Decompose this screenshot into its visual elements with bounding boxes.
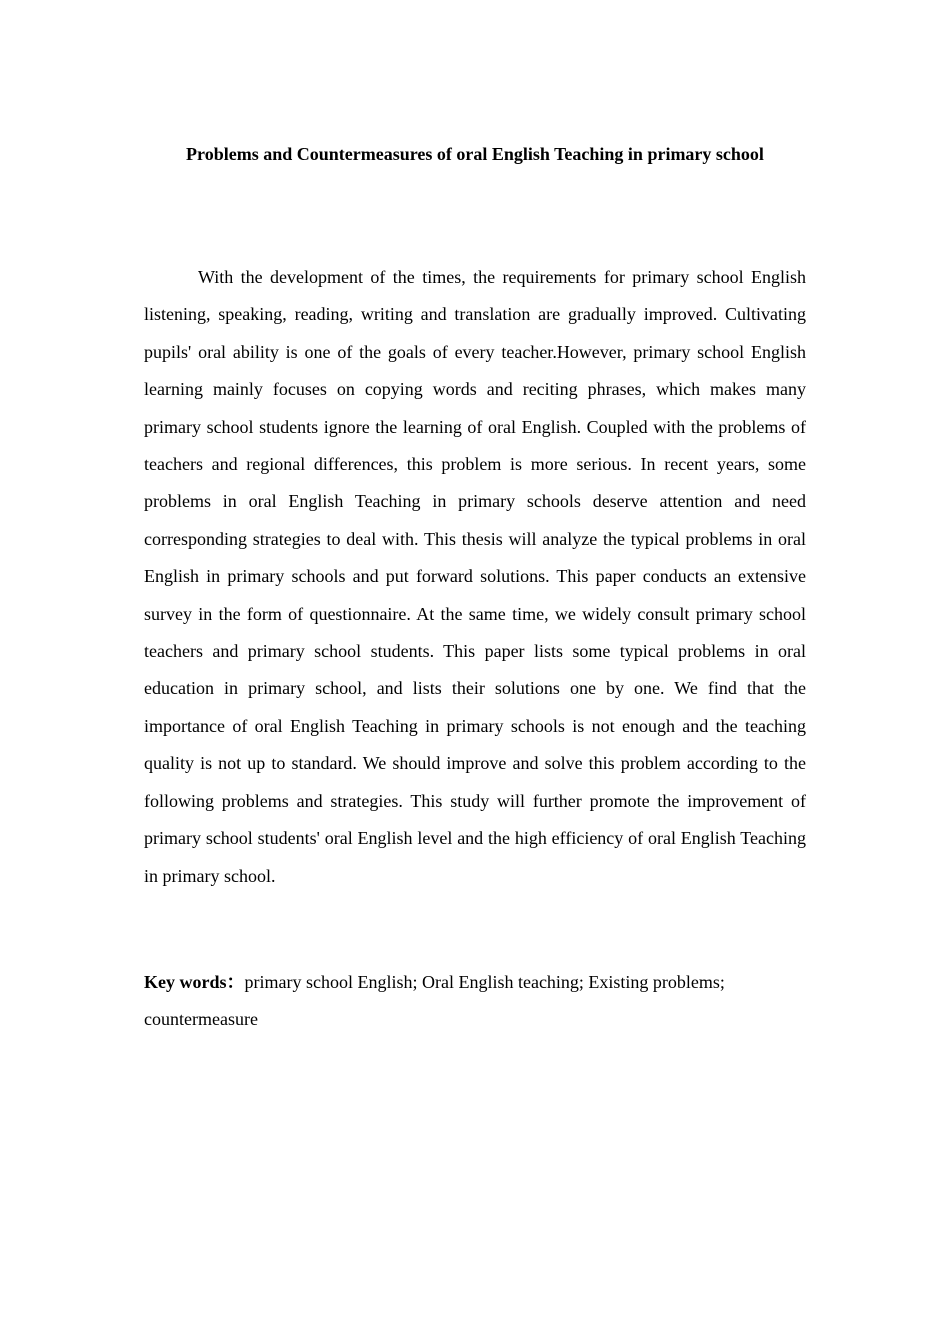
keywords-line xyxy=(144,964,806,1039)
document-title: Problems and Countermeasures of oral English Teaching in primary school xyxy=(186,144,764,164)
keywords-label: Key words： xyxy=(144,972,245,992)
abstract-paragraph: With the development of the times, the requirements for primary school English listening, speaking, reading, writing and translation are gradually improved. Cultivating pupils' oral ability is one of the goals of every teacher.However, primary school English learning mainly focuses on copying words and reciting phrases, which makes many primary school students ignore the learning of oral English. Coupled with the problems of teachers and regional differences, this problem is more serious. In recent years, some problems in oral English Teaching in primary schools deserve attention and need corresponding strategies to deal with. This thesis will analyze the typical problems in oral English in primary schools and put forward solutions. This paper conducts an extensive survey in the form of questionnaire. At the same time, we widely consult primary school teachers and primary school students. This paper lists some typical problems in oral education in primary school, and lists their solutions one by one. We find that the importance of oral English Teaching in primary schools is not enough and the teaching quality is not up to standard. We should improve and solve this problem according to the following problems and strategies. This study will further promote the improvement of primary school students' oral English level and the high efficiency of oral English Teaching in primary school. xyxy=(144,267,806,886)
keywords-text: primary school English; Oral English teaching; Existing problems; countermeasure xyxy=(144,972,725,1030)
